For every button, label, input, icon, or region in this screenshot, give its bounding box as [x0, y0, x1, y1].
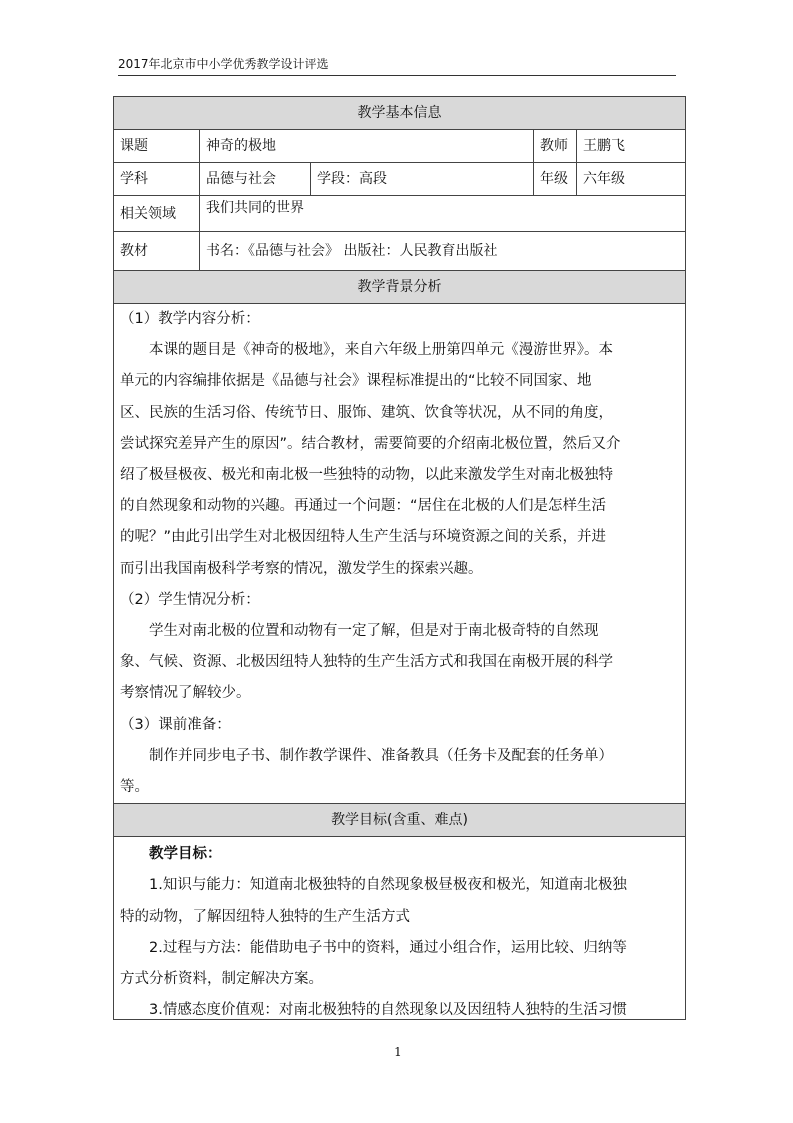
student-analysis-heading: （2）学生情况分析： [120, 591, 260, 608]
goal-line: 2.过程与方法：能借助电子书中的资料，通过小组合作，运用比较、归纳等 [149, 939, 627, 956]
teaching-goals [114, 837, 686, 1020]
content-line: 尝试探究差异产生的原因”。结合教材，需要简要的介绍南北极位置，然后又介 [120, 435, 621, 452]
preparation-line: 等。 [120, 779, 149, 796]
teacher-value: 王鹏飞 [577, 130, 686, 163]
grade-value: 六年级 [577, 163, 686, 196]
lesson-info-table [113, 96, 686, 1020]
subject-value: 品德与社会 [200, 163, 311, 196]
page-header: 2017年北京市中小学优秀教学设计评选 [118, 57, 329, 71]
content-line: 单元的内容编排依据是《品德与社会》课程标准提出的“比较不同国家、地 [120, 373, 592, 390]
grade-label: 年级 [534, 163, 577, 196]
student-line: 学生对南北极的位置和动物有一定了解，但是对于南北极奇特的自然现 [149, 623, 599, 640]
preparation-line: 制作并同步电子书、制作教学课件、准备教具（任务卡及配套的任务单） [149, 747, 613, 764]
section-background-title: 教学背景分析 [114, 271, 686, 304]
content-line: 本课的题目是《神奇的极地》，来自六年级上册第四单元《漫游世界》。本 [149, 342, 613, 359]
content-line: 的自然现象和动物的兴趣。再通过一个问题：“居住在北极的人们是怎样生活 [120, 498, 607, 515]
content-line: 绍了极昼极夜、极光和南北极一些独特的动物，以此来激发学生对南北极独特 [120, 467, 613, 484]
content-analysis-heading: （1）教学内容分析： [120, 311, 260, 327]
goals-heading: 教学目标： [149, 846, 222, 863]
background-analysis [114, 304, 686, 804]
teaching-goals-content [120, 837, 679, 1019]
goal-line: 1.知识与能力：知道南北极独特的自然现象极昼极夜和极光，知道南北极独 [149, 877, 627, 894]
topic-label: 课题 [114, 130, 200, 163]
textbook-value: 书名：《品德与社会》 出版社：人民教育出版社 [200, 232, 686, 271]
stage-value: 学段：高段 [311, 163, 534, 196]
goal-line: 特的动物，了解因纽特人独特的生产生活方式 [120, 908, 410, 925]
student-line: 象、气候、资源、北极因纽特人独特的生产生活方式和我国在南极开展的科学 [120, 654, 613, 671]
section-goals-title: 教学目标(含重、难点) [114, 804, 686, 837]
field-value: 我们共同的世界 [200, 196, 686, 232]
content-line: 而引出我国南极科学考察的情况，激发学生的探索兴趣。 [120, 560, 483, 577]
section-basic-info-title: 教学基本信息 [114, 97, 686, 130]
field-label: 相关领域 [114, 196, 200, 232]
goal-line: 3.情感态度价值观：对南北极独特的自然现象以及因纽特人独特的生活习惯 [149, 1002, 627, 1019]
textbook-label: 教材 [114, 232, 200, 271]
content-line: 的呢？”由此引出学生对北极因纽特人生产生活与环境资源之间的关系，并进 [120, 529, 607, 546]
preparation-heading: （3）课前准备： [120, 716, 231, 733]
teacher-label: 教师 [534, 130, 577, 163]
topic-value: 神奇的极地 [200, 130, 534, 163]
content-line: 区、民族的生活习俗、传统节日、服饰、建筑、饮食等状况，从不同的角度， [120, 404, 613, 421]
header-rule [118, 75, 676, 76]
subject-label: 学科 [114, 163, 200, 196]
student-line: 考察情况了解较少。 [120, 685, 251, 702]
goal-line: 方式分析资料，制定解决方案。 [120, 971, 323, 988]
page-number: 1 [394, 1045, 402, 1059]
